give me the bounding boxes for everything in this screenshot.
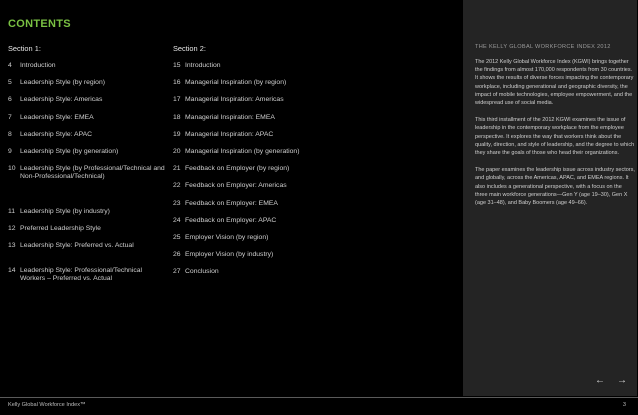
toc-item[interactable] bbox=[8, 131, 168, 139]
toc-item[interactable] bbox=[173, 217, 343, 225]
toc-page-number: 24 bbox=[173, 216, 181, 224]
toc-page-number: 19 bbox=[173, 130, 181, 138]
toc-page-number: 5 bbox=[8, 79, 12, 87]
footer-divider bbox=[0, 397, 638, 398]
toc-page-number: 16 bbox=[173, 79, 181, 87]
toc-item-label: Leadership Style (by industry) bbox=[20, 207, 110, 215]
toc-item-label: Employer Vision (by region) bbox=[185, 234, 269, 242]
toc-item[interactable] bbox=[8, 165, 168, 181]
toc-item-label: Feedback on Employer: EMEA bbox=[185, 199, 278, 207]
toc-item-label: Introduction bbox=[185, 62, 221, 69]
toc-item[interactable] bbox=[8, 208, 168, 216]
toc-item[interactable] bbox=[8, 79, 168, 87]
toc-page-number: 8 bbox=[8, 130, 12, 138]
toc-item[interactable] bbox=[8, 225, 168, 233]
toc-item-label: Preferred Leadership Style bbox=[20, 224, 101, 232]
toc-page-number: 20 bbox=[173, 148, 181, 156]
toc-section-1 bbox=[8, 44, 168, 284]
toc-page-number: 12 bbox=[8, 224, 16, 232]
next-page-arrow-icon[interactable]: → bbox=[617, 374, 627, 386]
toc-section-2 bbox=[173, 44, 343, 277]
page-heading: CONTENTS bbox=[8, 18, 71, 30]
toc-item[interactable] bbox=[173, 79, 343, 87]
toc-page-number: 23 bbox=[173, 199, 181, 207]
toc-item-label: Managerial Inspiration: APAC bbox=[185, 130, 274, 138]
toc-item[interactable] bbox=[173, 131, 343, 139]
toc-page-number: 26 bbox=[173, 251, 181, 259]
toc-page-number: 15 bbox=[173, 62, 181, 69]
toc-item[interactable] bbox=[8, 242, 168, 250]
toc-item[interactable] bbox=[173, 234, 343, 242]
toc-item-label: Managerial Inspiration (by region) bbox=[185, 79, 287, 87]
toc-page-number: 18 bbox=[173, 113, 181, 121]
toc-page-number: 9 bbox=[8, 148, 12, 156]
footer-publication-name: Kelly Global Workforce Index™ bbox=[8, 402, 86, 408]
toc-item[interactable] bbox=[8, 62, 168, 70]
page-nav bbox=[595, 374, 627, 386]
toc-item[interactable] bbox=[8, 148, 168, 156]
sidebar-panel bbox=[463, 0, 637, 396]
toc-item[interactable] bbox=[173, 96, 343, 104]
toc-item[interactable] bbox=[173, 251, 343, 259]
toc-item-label: Feedback on Employer (by region) bbox=[185, 165, 290, 173]
toc-page-number: 25 bbox=[173, 234, 181, 242]
toc-item-label: Conclusion bbox=[185, 268, 219, 276]
toc-item[interactable] bbox=[8, 114, 168, 122]
toc-item[interactable] bbox=[173, 182, 343, 190]
toc-item-label: Leadership Style: Americas bbox=[20, 96, 103, 104]
toc-page-number: 13 bbox=[8, 242, 16, 250]
toc-item-label: Leadership Style (by region) bbox=[20, 79, 106, 87]
toc-item-label: Feedback on Employer: APAC bbox=[185, 216, 277, 224]
toc-page-number: 14 bbox=[8, 267, 16, 275]
toc-item-label: Employer Vision (by industry) bbox=[185, 251, 274, 259]
sidebar-paragraph: The paper examines the leadership issue across industry sectors, and globally, across the Americas, APAC, and EMEA regions. It also includes a generational perspective, with a focus on the three main workforce generations—Gen Y (age 19–30), Gen X (age 31–48), and Baby Boomers (age 49–66). bbox=[475, 167, 635, 207]
toc-page-number: 10 bbox=[8, 165, 16, 173]
toc-page-number: 27 bbox=[173, 268, 181, 276]
toc-item-label: Leadership Style (by Professional/Technical and Non-Professional/Technical) bbox=[20, 165, 165, 181]
toc-item[interactable] bbox=[173, 165, 343, 173]
toc-item-label: Introduction bbox=[20, 62, 56, 69]
section-1-title: Section 1: bbox=[8, 44, 41, 53]
page-number: 3 bbox=[622, 402, 626, 408]
toc-item[interactable] bbox=[173, 148, 343, 156]
toc-item[interactable] bbox=[8, 267, 168, 283]
toc-item-label: Feedback on Employer: Americas bbox=[185, 182, 287, 190]
toc-item-label: Leadership Style: Professional/Technical Workers – Preferred vs. Actual bbox=[20, 267, 143, 283]
toc-page-number: 17 bbox=[173, 96, 181, 104]
sidebar-title: THE KELLY GLOBAL WORKFORCE INDEX 2012 bbox=[475, 44, 611, 50]
toc-page-number: 7 bbox=[8, 113, 12, 121]
toc-item[interactable] bbox=[173, 200, 343, 208]
toc-item[interactable] bbox=[173, 62, 343, 70]
toc-item-label: Leadership Style: Preferred vs. Actual bbox=[20, 242, 134, 250]
toc-item[interactable] bbox=[173, 268, 343, 276]
toc-page-number: 6 bbox=[8, 96, 12, 104]
toc-item-label: Leadership Style: EMEA bbox=[20, 113, 94, 121]
toc-page-number: 4 bbox=[8, 62, 12, 69]
toc-item[interactable] bbox=[173, 114, 343, 122]
toc-item-label: Managerial Inspiration (by generation) bbox=[185, 148, 300, 156]
toc-page-number: 22 bbox=[173, 182, 181, 190]
toc-page-number: 21 bbox=[173, 165, 181, 173]
toc-item-label: Leadership Style: APAC bbox=[20, 130, 93, 138]
prev-page-arrow-icon[interactable]: ← bbox=[595, 374, 605, 386]
sidebar-paragraph: This third installment of the 2012 KGWI examines the issue of leadership in the contemporary workplace from the employee perspective. It explores the way that workers think about the quality, direction, and style of leadership, and the degree to which they share the goals of those who head their organizations. bbox=[475, 117, 635, 157]
toc-item-label: Managerial Inspiration: Americas bbox=[185, 96, 284, 104]
section-2-title: Section 2: bbox=[173, 44, 206, 53]
toc-item-label: Leadership Style (by generation) bbox=[20, 148, 119, 156]
toc-item-label: Managerial Inspiration: EMEA bbox=[185, 113, 275, 121]
toc-item[interactable] bbox=[8, 96, 168, 104]
toc-page-number: 11 bbox=[8, 207, 16, 215]
sidebar-paragraph: The 2012 Kelly Global Workforce Index (KGWI) brings together the findings from almost 170,000 respondents from 30 countries. It shows the results of diverse forces impacting the contemporary workplace, including generational and geographic diversity, the impact of mobile technologies, employee empowerment, and the widespread use of social media. bbox=[475, 59, 634, 107]
